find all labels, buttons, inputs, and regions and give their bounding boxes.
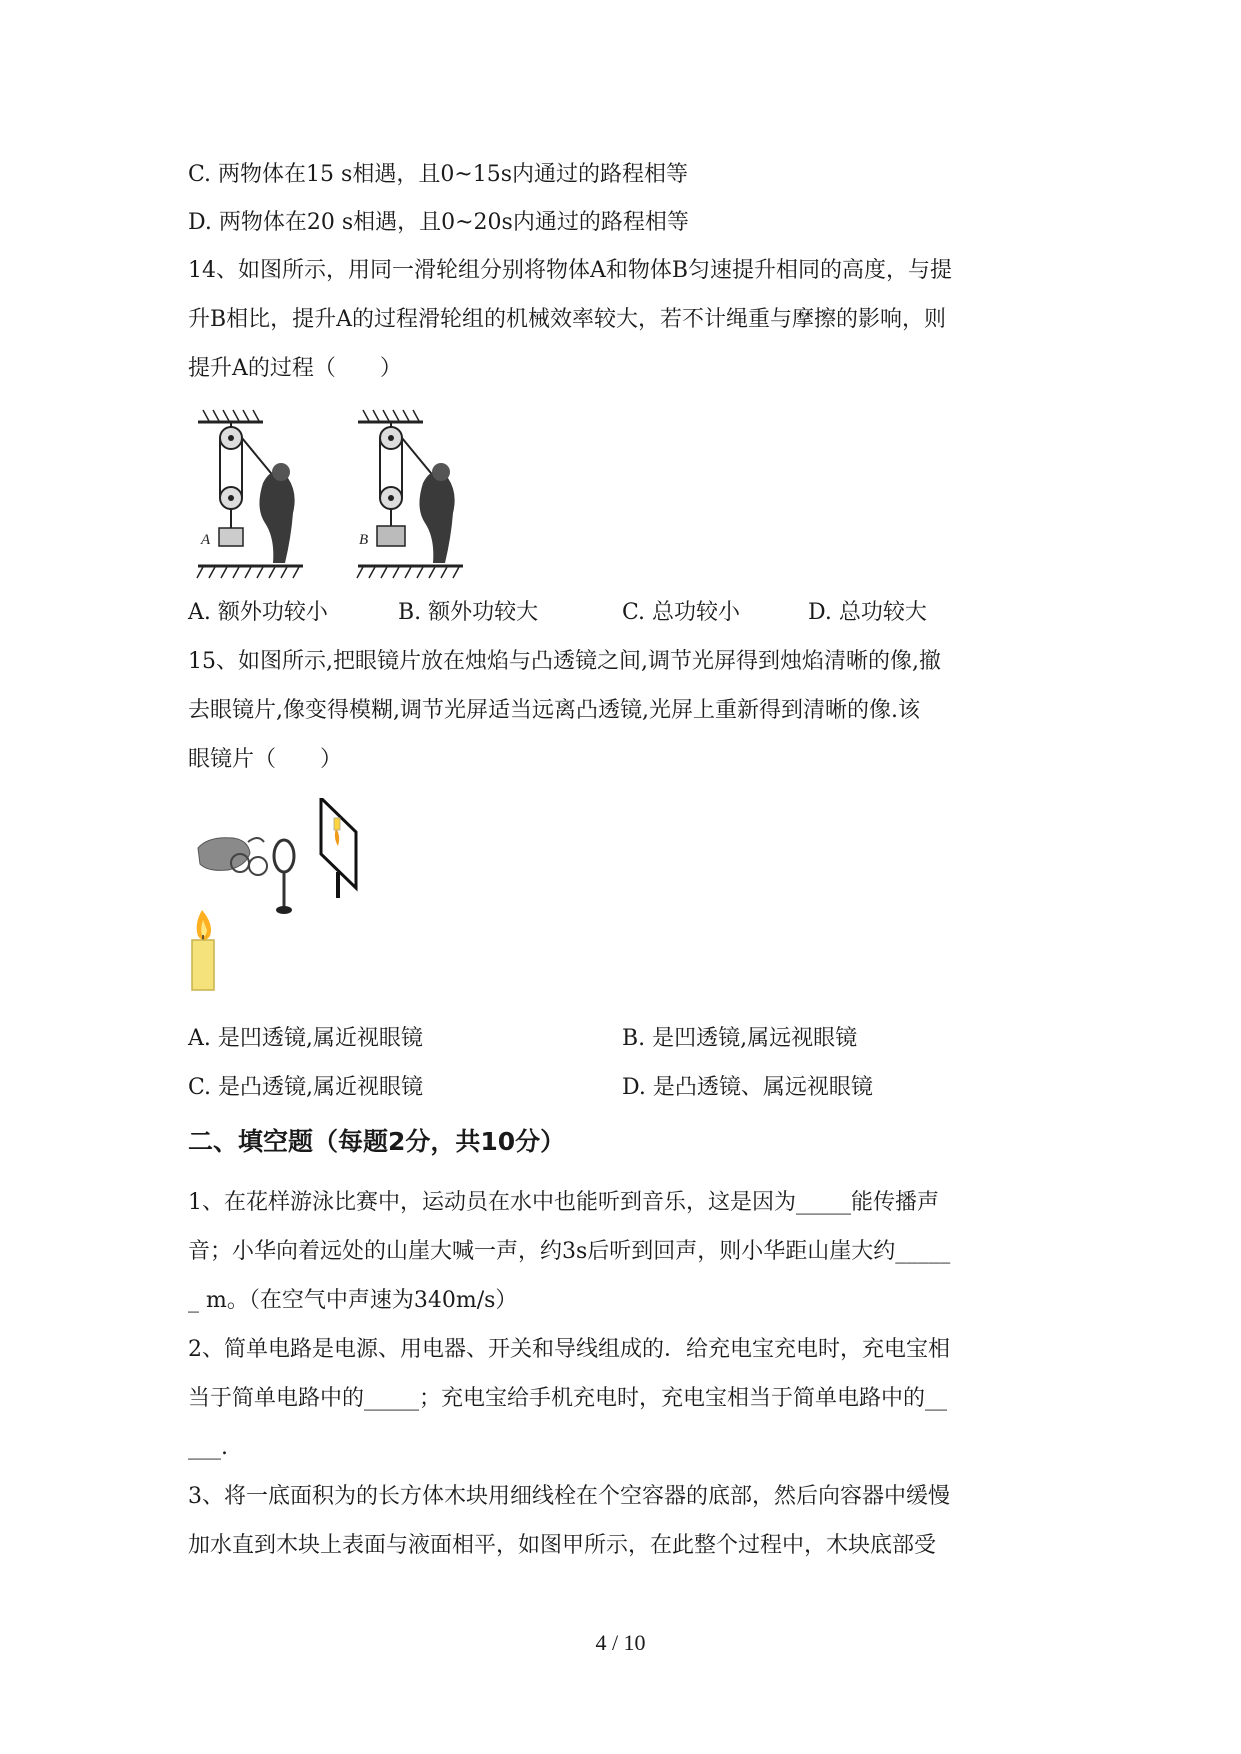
pulley-system-b xyxy=(357,410,463,578)
svg-text:B: B xyxy=(359,532,369,548)
q15-option-d: D. 是凸透镜、属远视眼镜 xyxy=(622,1075,873,1100)
q14-line-3: 提升A的过程（ ） xyxy=(188,356,402,381)
q13-option-d: D. 两物体在20 s相遇，且0~20s内通过的路程相等 xyxy=(188,210,689,235)
fill-q3-line-1: 3、将一底面积为的长方体木块用细线栓在个空容器的底部，然后向容器中缓慢 xyxy=(188,1484,950,1509)
section-heading: 二、填空题（每题2分，共10分） xyxy=(188,1127,566,1156)
q14-line-1: 14、如图所示，用同一滑轮组分别将物体A和物体B匀速提升相同的高度，与提 xyxy=(188,258,953,283)
fill-q2-line-2: 当于简单电路中的_____；充电宝给手机充电时，充电宝相当于简单电路中的__ xyxy=(188,1386,948,1411)
q15-option-b: B. 是凹透镜,属远视眼镜 xyxy=(622,1026,858,1051)
q15-option-a: A. 是凹透镜,属近视眼镜 xyxy=(188,1026,423,1051)
q14-line-2: 升B相比，提升A的过程滑轮组的机械效率较大，若不计绳重与摩擦的影响，则 xyxy=(188,307,947,332)
pulley-figure xyxy=(193,408,483,580)
q14-option-c: C. 总功较小 xyxy=(622,600,741,625)
fill-q1-line-2: 音；小华向着远处的山崖大喊一声，约3s后听到回声，则小华距山崖大约_____ xyxy=(188,1239,951,1264)
svg-text:A: A xyxy=(201,532,211,548)
q14-option-b: B. 额外功较大 xyxy=(398,600,539,625)
page-number: 4 / 10 xyxy=(595,1630,646,1655)
fill-q2-line-1: 2、简单电路是电源、用电器、开关和导线组成的．给充电宝充电时，充电宝相 xyxy=(188,1337,950,1362)
fill-q1-line-3: _ m。（在空气中声速为340m/s） xyxy=(188,1288,518,1313)
q15-option-c: C. 是凸透镜,属近视眼镜 xyxy=(188,1075,424,1100)
q14-option-d: D. 总功较大 xyxy=(808,600,927,625)
fill-q2-line-3: ___. xyxy=(188,1435,228,1460)
convex-lens-icon xyxy=(274,840,294,914)
q15-line-3: 眼镜片（ ） xyxy=(188,747,343,772)
q13-option-c: C. 两物体在15 s相遇，且0~15s内通过的路程相等 xyxy=(188,162,689,187)
light-screen-icon xyxy=(321,798,356,898)
optics-figure xyxy=(188,798,378,998)
q15-line-1: 15、如图所示,把眼镜片放在烛焰与凸透镜之间,调节光屏得到烛焰清晰的像,撤 xyxy=(188,649,941,674)
fill-q1-line-1: 1、在花样游泳比赛中，运动员在水中也能听到音乐，这是因为_____能传播声 xyxy=(188,1190,939,1215)
candle-icon xyxy=(192,910,214,990)
pulley-system-a xyxy=(197,410,303,578)
q14-option-a: A. 额外功较小 xyxy=(188,600,328,625)
fill-q3-line-2: 加水直到木块上表面与液面相平，如图甲所示，在此整个过程中，木块底部受 xyxy=(188,1533,937,1558)
q15-line-2: 去眼镜片,像变得模糊,调节光屏适当远离凸透镜,光屏上重新得到清晰的像.该 xyxy=(188,698,920,723)
